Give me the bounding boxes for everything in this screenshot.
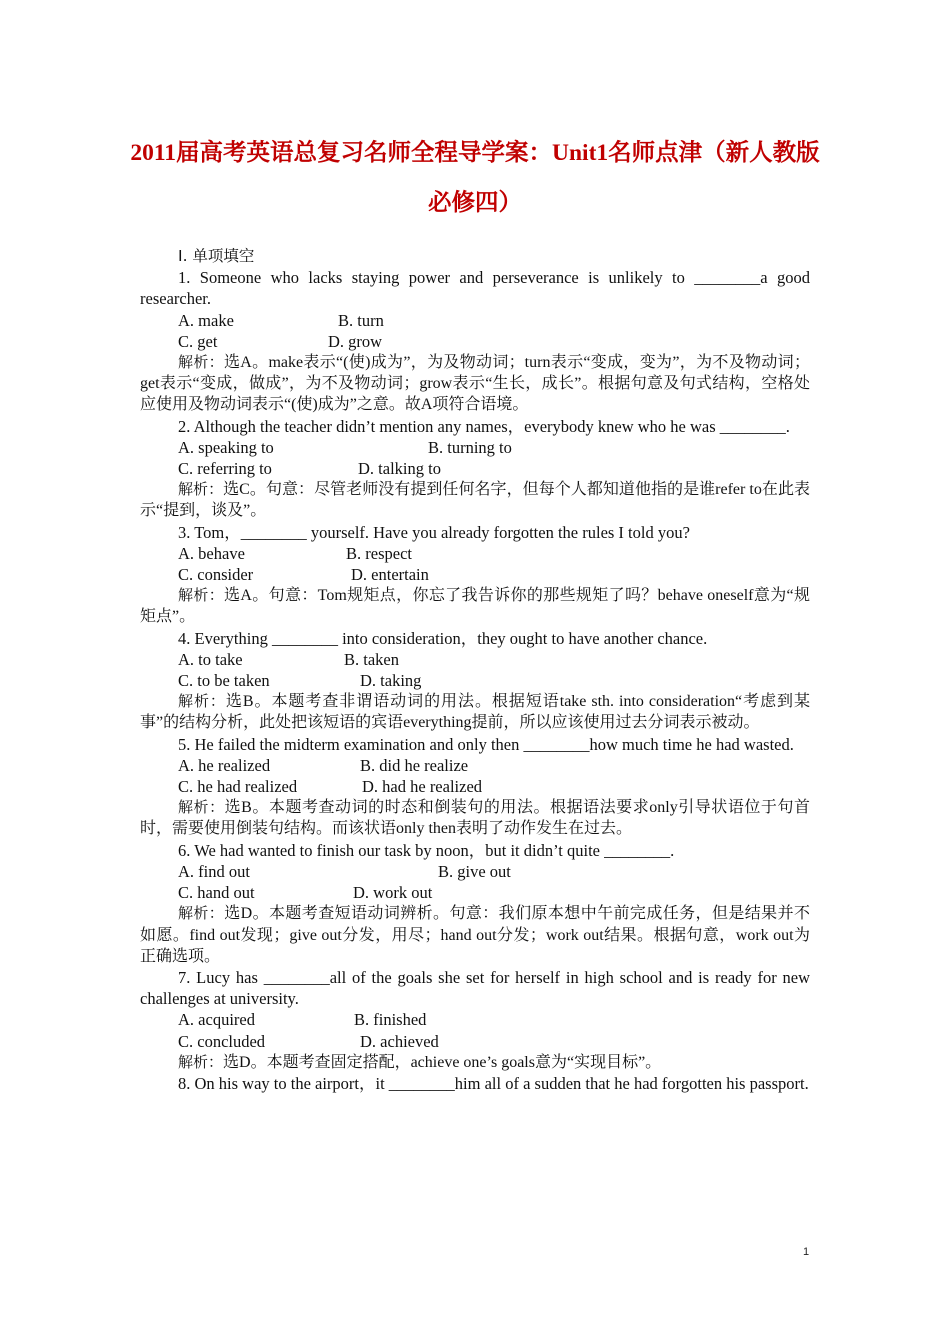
question-stem: 4. Everything ________ into consideration，they ought to have another chance. [178,628,708,648]
page-number: 1 [803,1246,810,1258]
answer-option: D. grow [328,331,383,351]
explanation-label: 解析： [178,353,224,372]
answer-option: A. to take [178,649,243,669]
question-stem: 1. Someone who lacks staying power and perseverance is unlikely to ________a good researcher. [140,268,810,309]
answer-option: A. make [178,310,234,330]
answer-option: D. achieved [360,1031,439,1051]
answer-option: B. respect [346,543,412,563]
answer-option: C. consider [178,565,254,585]
option-row [140,670,810,691]
explanation-text: 选B。本题考查非谓语动词的用法。根据短语take sth. into consideration“考虑到某事”的结构分析，此处把该短语的宾语everything提前，所以应该使用过去分词表示被动。 [140,693,810,732]
answer-explanation [140,479,810,521]
explanation-text: 选D。本题考查短语动词辨析。句意：我们原本想中午前完成任务，但是结果并不如愿。find out发现；give out分发，用尽；hand out分发；work out结果。根据句意，work out为正确选项。 [140,905,810,965]
explanation-text: 选B。本题考查动词的时态和倒装句的用法。根据语法要求only引导状语位于句首时，需要使用倒装句结构。而该状语only then表明了动作发生在过去。 [140,799,810,838]
answer-option: B. turning to [428,437,512,457]
document-title: 2011届高考英语总复习名师全程导学案：Unit1名师点津（新人教版必修四） [130,140,820,216]
explanation-label: 解析： [178,692,226,711]
question-stem: 3. Tom，________ yourself. Have you already forgotten the rules I told you? [178,522,690,542]
option-row [140,755,810,776]
option-row [140,543,810,564]
explanation-text: 选A。句意：Tom规矩点，你忘了我告诉你的那些规矩了吗？behave oneself意为“规矩点”。 [140,587,810,626]
option-row [140,776,810,797]
explanation-label: 解析： [178,1052,224,1071]
section-heading: Ⅰ. 单项填空 [178,247,255,265]
question-stem: 7. Lucy has ________all of the goals she set for herself in high school and is ready for new challenges at university. [140,967,810,1009]
answer-option: A. behave [178,543,245,563]
option-row [140,1009,810,1030]
option-row [140,310,810,331]
explanation-label: 解析： [178,480,224,499]
explanation-text: 选A。make表示“(使)成为”，为及物动词；turn表示“变成，变为”，为不及物动词；get表示“变成，做成”，为不及物动词；grow表示“生长，成长”。根据句意及句式结构，空格处应使用及物动词表示“(使)成为”之意。故A项符合语境。 [140,354,810,414]
answer-option: C. referring to [178,459,272,479]
option-row [140,458,810,479]
answer-explanation [140,1052,810,1073]
explanation-text: 选D。本题考查固定搭配，achieve one’s goals意为“实现目标”。 [223,1053,662,1071]
answer-option: B. give out [438,861,511,881]
question-stem: 8. On his way to the airport，it ________him all of a sudden that he had forgotten his passport. [178,1073,809,1093]
answer-explanation [140,585,810,627]
explanation-label: 解析： [178,904,225,923]
option-row [140,564,810,585]
answer-explanation [140,691,810,733]
answer-option: A. speaking to [178,437,274,457]
question-stem: 2. Although the teacher didn’t mention any names，everybody knew who he was ________. [178,416,790,436]
answer-option: D. work out [353,883,433,903]
explanation-text: 选C。句意：尽管老师没有提到任何名字，但每个人都知道他指的是谁refer to在此表示“提到，谈及”。 [140,481,810,520]
option-row [140,861,810,882]
answer-option: A. he realized [178,755,271,775]
answer-option: C. he had realized [178,777,298,797]
answer-option: B. turn [338,310,384,330]
answer-option: A. find out [178,861,250,881]
question-stem: 5. He failed the midterm examination and only then ________how much time he had wasted. [178,734,794,754]
option-row [140,882,810,903]
answer-option: D. had he realized [362,777,483,797]
answer-option: D. taking [360,671,422,691]
question-stem: 6. We had wanted to finish our task by noon，but it didn’t quite ________. [178,840,675,860]
answer-option: C. hand out [178,883,255,903]
answer-option: D. entertain [351,565,429,585]
option-row [140,437,810,458]
answer-option: C. to be taken [178,671,270,691]
explanation-label: 解析： [178,586,225,605]
answer-option: B. did he realize [360,755,469,775]
answer-option: A. acquired [178,1010,255,1030]
answer-option: B. taken [344,649,399,669]
answer-explanation [140,903,810,967]
answer-explanation [140,352,810,416]
option-row [140,1031,810,1052]
answer-option: D. talking to [358,459,441,479]
answer-explanation [140,797,810,839]
option-row [140,649,810,670]
exercise-content [140,246,810,1094]
answer-option: C. concluded [178,1031,266,1051]
explanation-label: 解析： [178,798,225,817]
answer-option: C. get [178,331,218,351]
answer-option: B. finished [354,1010,427,1030]
option-row [140,331,810,352]
